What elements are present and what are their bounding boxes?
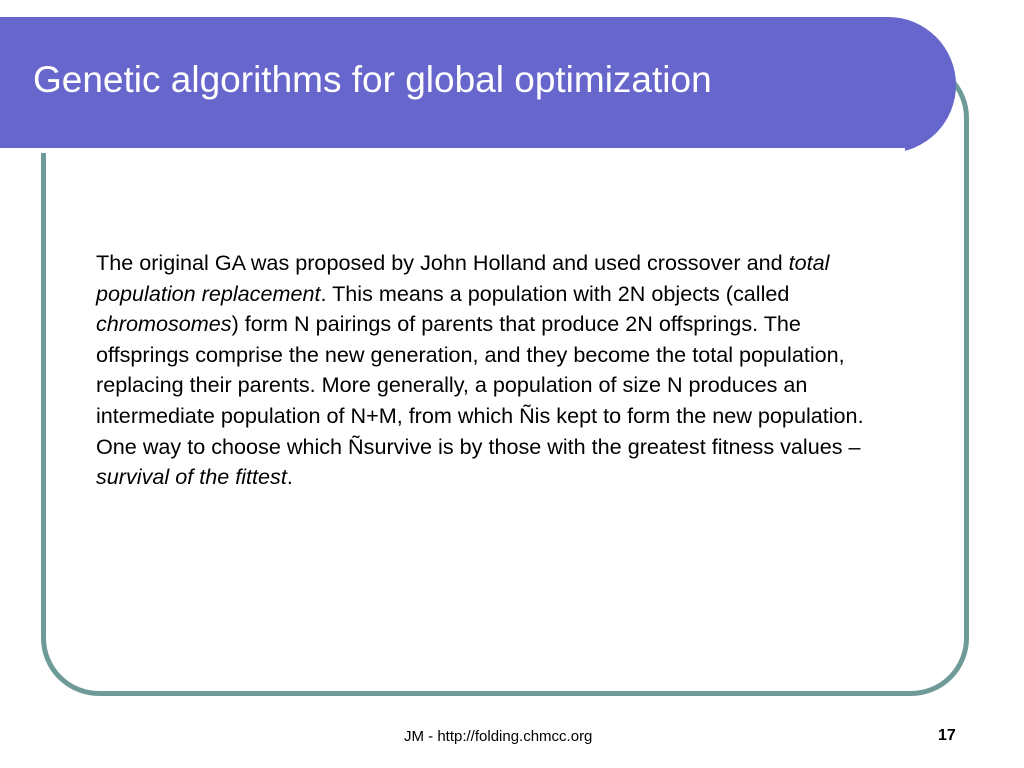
title-underline <box>0 148 905 153</box>
footer-text: JM - http://folding.chmcc.org <box>404 728 593 745</box>
body-text-segment: . This means a population with 2N objects (called <box>320 280 790 306</box>
body-italic-term: total population replacement <box>96 250 830 306</box>
slide-title: Genetic algorithms for global optimization <box>33 59 712 100</box>
body-italic-term: survival of the fittest <box>96 464 287 490</box>
body-paragraph <box>96 248 896 493</box>
body-italic-term: chromosomes <box>96 311 232 337</box>
body-text-segment: . <box>286 464 293 490</box>
slide-number: 17 <box>938 727 956 744</box>
body-text-segment: The original GA was proposed by John Holland and used crossover and <box>96 250 789 275</box>
body-text-segment: ) form N pairings of parents that produce 2N offsprings. The offsprings comprise the new generation, and they become the total population, replacing their parents. More generally, a population of size N produces an intermediate population of N+M, from which Ñis kept to form the new population. One way to choose which Ñsurvive is by those with the greatest fitness values – <box>96 311 864 459</box>
